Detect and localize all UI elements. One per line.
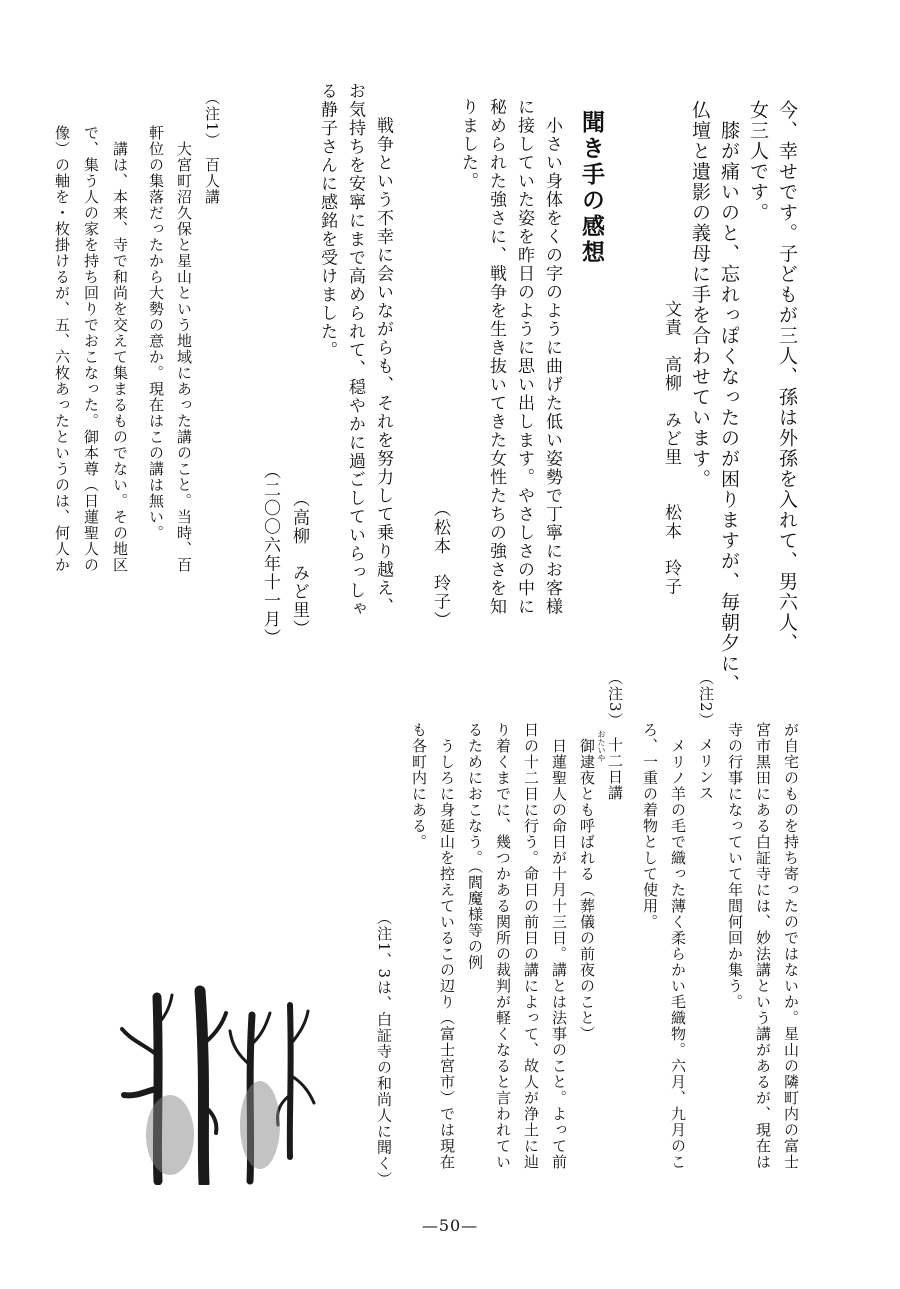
tree-branch-1 xyxy=(122,1029,157,1055)
note-3-line-6: うしろに身延山を控えているこの辺り（富士宮市）では現在 xyxy=(438,722,456,1170)
note-2-line-1: メリノ羊の毛で織った薄く柔らかい毛織物。六月、九月のこ xyxy=(669,722,687,1170)
signature-takayanagi: （高柳 みど里） xyxy=(289,490,309,638)
note-1-line-2: 軒位の集落だったから大勢の意か。現在はこの講は無い。 xyxy=(147,125,165,541)
impression-matsumoto-line-4: りました。 xyxy=(458,98,478,191)
impression-takayanagi-line-1: 戦争という不幸に会いながらも、それを努力して乗り越え、 xyxy=(373,98,393,616)
note-3-line-3: 日の十二日に行う。命日の前日の講によって、故人が浄土に辿 xyxy=(522,722,540,1170)
note-1-line-3: 講は、本来、寺で和尚を交えて集まるものでない。その地区 xyxy=(111,125,129,573)
impression-takayanagi-line-2: お気持ちを安寧にまで高められて、穏やかに過ごしていらっしゃ xyxy=(345,82,365,619)
tree-trunk-4 xyxy=(290,1005,291,1157)
body-line-3: 膝が痛いのと、忘れっぽくなったのが困りますが、毎朝夕に、 xyxy=(718,100,740,695)
tree-branch-3 xyxy=(124,1089,156,1095)
page-number: —50— xyxy=(421,1216,479,1235)
wash-2 xyxy=(240,1081,280,1169)
impression-matsumoto-line-3: 秘められた強さに、戦争を生き抜いてきた女性たちの強さを知 xyxy=(486,98,506,616)
note-3-title: （注3） 十二日講 xyxy=(606,670,624,802)
footnote-source: （注1、3は、白証寺の和尚人に聞く） xyxy=(375,910,393,1188)
note-1-cont-line-3: 寺の行事になっていて年間何回か集う。 xyxy=(726,722,744,1010)
note-3-line-2: 日蓮聖人の命日が十月十三日。講とは法事のこと。よって前 xyxy=(550,722,568,1170)
tree-branch-9 xyxy=(290,1075,314,1103)
note-3-line-7: も各町内にある。 xyxy=(410,722,428,850)
section-heading: 聞き手の感想 xyxy=(578,110,605,266)
note-1-title: （注1） 百人講 xyxy=(203,90,221,206)
note-1-cont-line-2: 宮市黒田にある白証寺には、妙法講という講があるが、現在は xyxy=(754,722,772,1170)
note-1-line-5: 像）の軸を・枚掛けるが、五、六枚あったというのは、何人か xyxy=(53,125,71,573)
note-1-line-1: 大宮町沼久保と星山という地域にあった講のこと。当時、百 xyxy=(175,125,193,573)
impression-matsumoto-line-1: 小さい身体をくの字のように曲げた低い姿勢で丁寧にお客様 xyxy=(542,98,562,616)
note-3-line-5: るためにおこなう。（閻魔様等の例 xyxy=(466,722,484,971)
note-3-line-1: 御逮夜とも呼ばれる（葬儀の前夜のこと） xyxy=(578,722,596,1042)
note-2-line-2: ろ、一重の着物として使用。 xyxy=(641,722,659,930)
impression-takayanagi-line-3: る静子さんに感銘を受けました。 xyxy=(317,82,337,360)
body-line-1: 今、幸せです。子どもが三人、孫は外孫を入れて、男六人、 xyxy=(776,100,798,654)
note-1-cont-line-1: が自宅のものを持ち寄ったのではないか。星山の隣町内の富士 xyxy=(782,722,800,1170)
date-written: （二〇〇六年十一月） xyxy=(260,462,280,647)
impression-matsumoto-line-2: に接していた姿を昨日のように思い出します。やさしさの中に xyxy=(514,98,534,616)
body-line-2: 女三人です。 xyxy=(747,100,769,223)
note-3-ruby: おたいや xyxy=(597,730,606,762)
author-credit: 文責 高柳 みど里 松本 玲子 xyxy=(661,300,681,596)
note-3-line-4: り着くまでに、幾つかある関所の裁判が軽くなると言われてい xyxy=(494,722,512,1170)
tree-illustration xyxy=(100,985,340,1185)
note-1-line-4: で、集う人の家を持ち回りでおこなった。御本尊（日蓮聖人の xyxy=(82,125,100,573)
wash-1 xyxy=(146,1095,194,1175)
signature-matsumoto: （松本 玲子） xyxy=(430,500,450,630)
note-2-title: （注2） メリンス xyxy=(697,670,715,802)
tree-trunk-2 xyxy=(200,991,204,1183)
body-line-4: 仏壇と遺影の義母に手を合わせています。 xyxy=(689,100,711,490)
